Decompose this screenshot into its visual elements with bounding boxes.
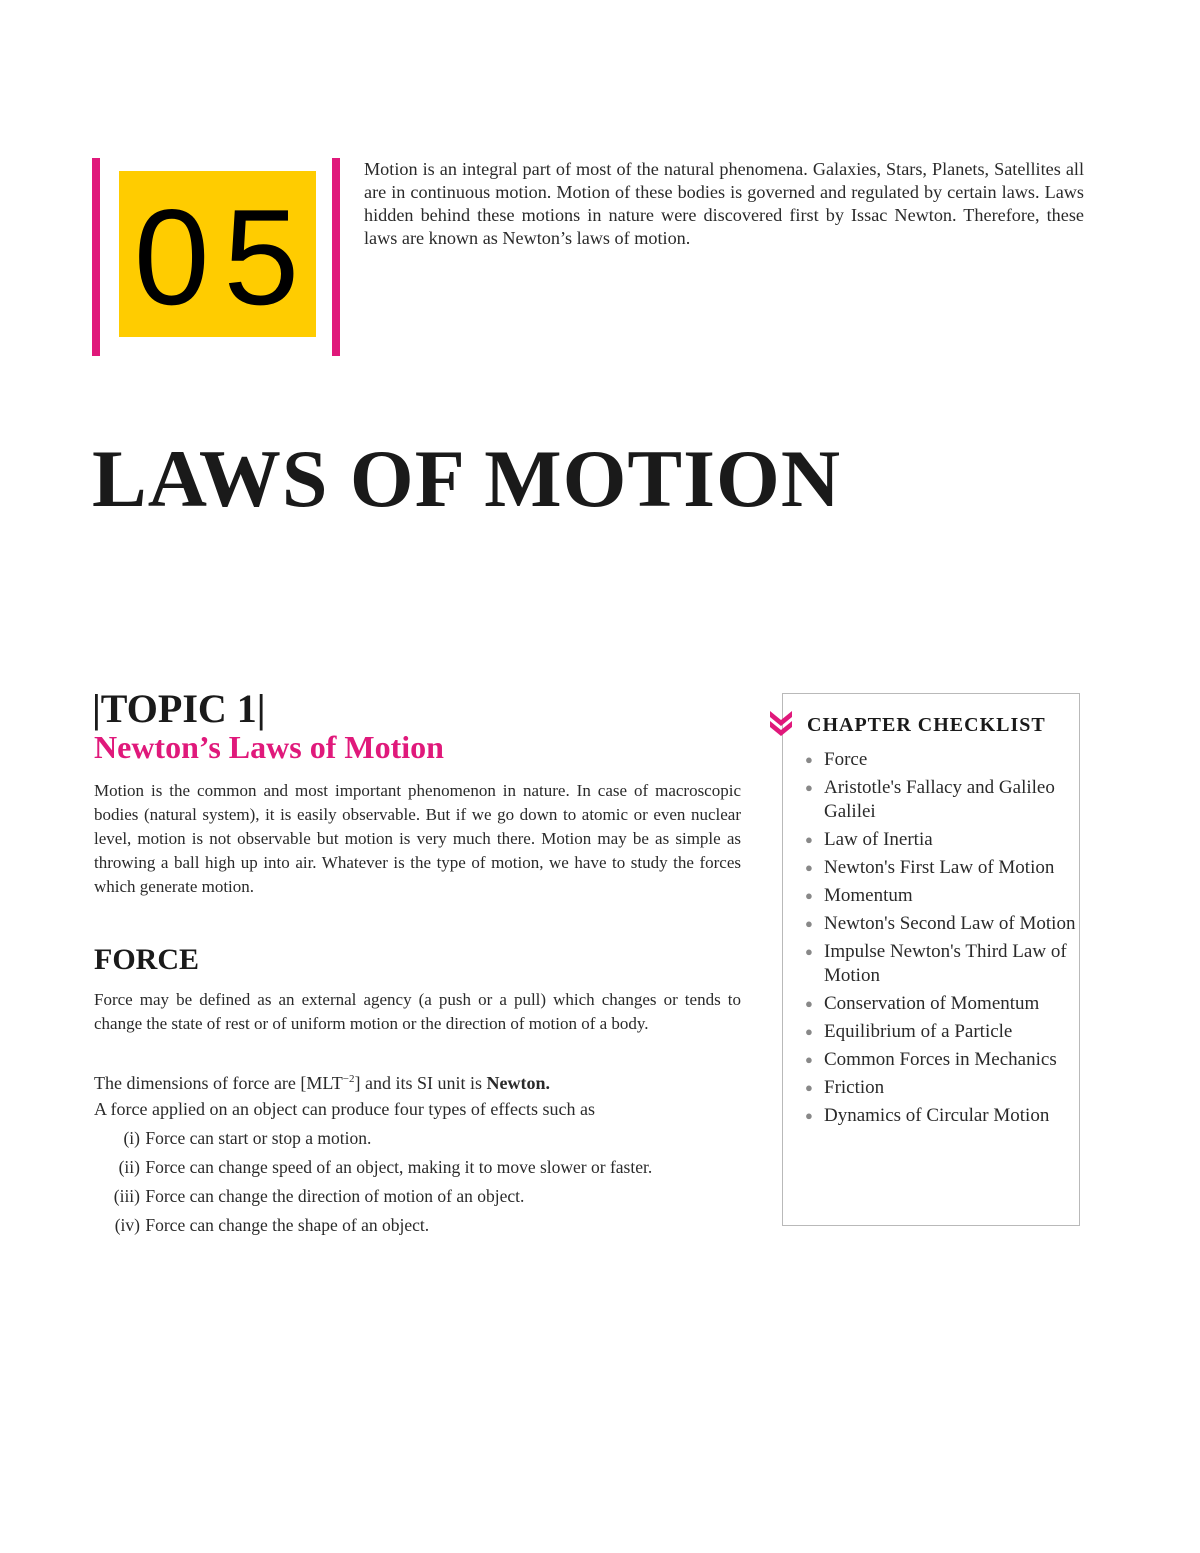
bullet-icon: ● (805, 996, 813, 1011)
list-item-number: (i) (123, 1128, 140, 1148)
force-definition: Force may be defined as an external agency (a push or a pull) which changes or tends to change the state of rest or of uniform motion or the direction of motion of a body. (94, 990, 741, 1033)
list-item-number: (iv) (114, 1215, 140, 1235)
list-item (94, 1213, 741, 1237)
double-chevron-down-icon (767, 708, 795, 738)
checklist-item: ● Dynamics of Circular Motion (805, 1105, 1050, 1126)
chapter-checklist (782, 693, 1080, 1226)
bullet-icon: ● (805, 1052, 813, 1067)
list-item (94, 1184, 741, 1208)
checklist-items (805, 748, 1081, 1132)
checklist-item: ● Momentum (805, 885, 913, 906)
checklist-item: ● Equilibrium of a Particle (805, 1021, 1013, 1042)
chapter-number: 05 (133, 181, 314, 333)
dimensions-prefix: The dimensions of force are [MLT (94, 1073, 343, 1093)
chapter-intro: Motion is an integral part of most of the natural phenomena. Galaxies, Stars, Planets, Satellites all are in continuous motion. Motion of these bodies is governed and regulated by certain laws. Laws hidden behind these motions in nature were discovered first by Issac Newton. Therefore, these laws are known as Newton’s laws of motion. (364, 159, 1084, 248)
bullet-icon: ● (805, 860, 813, 875)
dimensions-exponent: −2 (342, 1073, 355, 1085)
topic-label: |TOPIC 1| (92, 686, 266, 731)
checklist-item: ● Aristotle's Fallacy and Galileo Galilei (805, 777, 1055, 822)
bullet-icon: ● (805, 752, 813, 767)
force-effects-intro: A force applied on an object can produce four types of effects such as (94, 1099, 595, 1119)
bullet-icon: ● (805, 832, 813, 847)
bullet-icon: ● (805, 1024, 813, 1039)
section-heading-force: FORCE (94, 943, 199, 976)
checklist-item: ● Friction (805, 1077, 885, 1098)
checklist-item: ● Impulse Newton's Third Law of Motion (805, 941, 1067, 986)
force-effects-list (94, 1126, 741, 1242)
checklist-item: ● Force (805, 749, 868, 770)
bullet-icon: ● (805, 916, 813, 931)
force-dimensions (94, 1067, 741, 1095)
si-unit: Newton. (486, 1073, 550, 1093)
chapter-title: LAWS OF MOTION (92, 433, 842, 524)
checklist-title: CHAPTER CHECKLIST (807, 714, 1046, 736)
checklist-item: ● Law of Inertia (805, 829, 933, 850)
list-item-text: Force can change the shape of an object. (145, 1215, 430, 1235)
list-item-text: Force can change the direction of motion of an object. (145, 1186, 525, 1206)
chapter-bar-left (92, 158, 100, 356)
list-item-number: (iii) (113, 1186, 140, 1206)
topic-intro: Motion is the common and most important phenomenon in nature. In case of macroscopic bodies (natural system), it is easily observable. But if we go down to atomic or even nuclear level, motion is not observable but motion is very much there. Motion may be as simple as throwing a ball high up into air. Whatever is the type of motion, we have to study the forces which generate motion. (94, 781, 741, 896)
chapter-bar-right (332, 158, 340, 356)
bullet-icon: ● (805, 888, 813, 903)
bullet-icon: ● (805, 1080, 813, 1095)
list-item (94, 1126, 741, 1150)
chapter-number-box (119, 171, 316, 337)
dimensions-middle: ] and its SI unit is (354, 1073, 487, 1093)
checklist-item: ● Newton's Second Law of Motion (805, 913, 1076, 934)
list-item-text: Force can change speed of an object, making it to move slower or faster. (145, 1157, 653, 1177)
checklist-item: ● Conservation of Momentum (805, 993, 1040, 1014)
list-item-text: Force can start or stop a motion. (145, 1128, 372, 1148)
bullet-icon: ● (805, 944, 813, 959)
bullet-icon: ● (805, 1108, 813, 1123)
checklist-item: ● Newton's First Law of Motion (805, 857, 1055, 878)
checklist-item: ● Common Forces in Mechanics (805, 1049, 1057, 1070)
bullet-icon: ● (805, 780, 813, 795)
list-item (94, 1155, 741, 1179)
list-item-number: (ii) (118, 1157, 140, 1177)
topic-title: Newton’s Laws of Motion (94, 729, 444, 765)
